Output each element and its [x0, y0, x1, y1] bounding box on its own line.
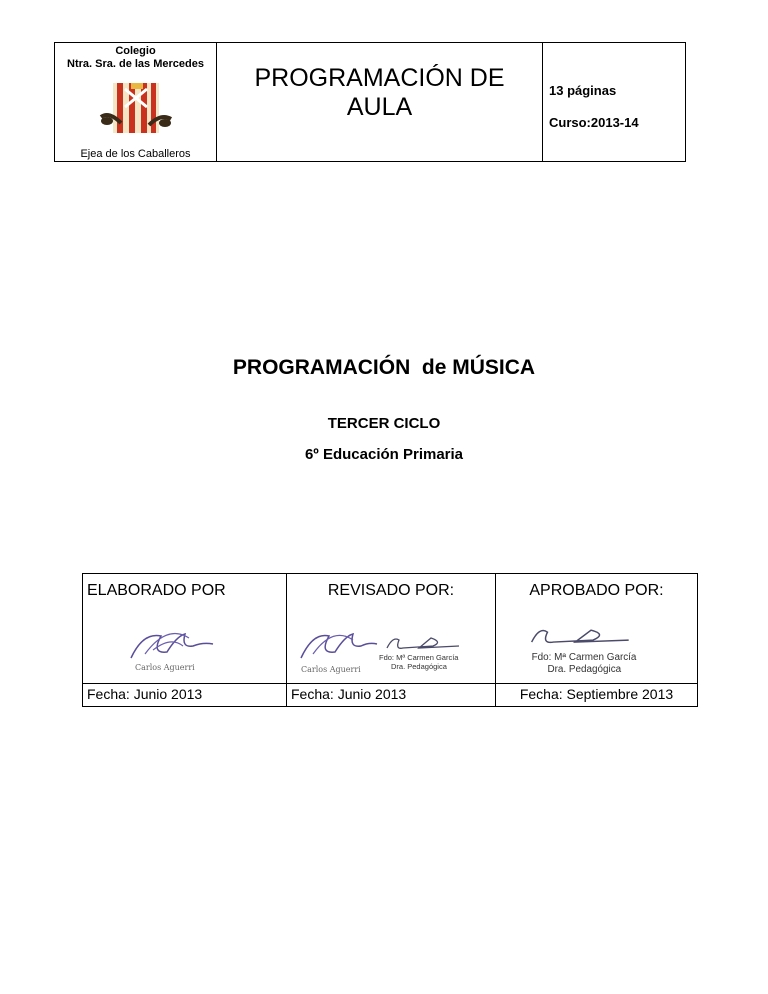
course-year: Curso:2013-14 [549, 115, 639, 130]
approved-signer-line1: Fdo: Mª Carmen García [531, 651, 637, 663]
elaborated-column [83, 574, 287, 706]
approved-signature [496, 612, 697, 686]
cycle-label: TERCER CICLO [327, 415, 441, 432]
elaborated-date: Fecha: Junio 2013 [83, 683, 286, 706]
main-title: PROGRAMACIÓN de MÚSICA [232, 356, 536, 379]
school-name [55, 45, 216, 71]
school-line2: Ntra. Sra. de las Mercedes [67, 58, 204, 70]
reviewed-label: REVISADO POR: [327, 582, 455, 599]
document-type-title: PROGRAMACIÓN DE AULA [254, 64, 505, 121]
approved-label: APROBADO POR: [529, 582, 664, 599]
approved-column [496, 574, 697, 706]
page-count: 13 páginas [549, 83, 617, 98]
reviewed-signatures [287, 612, 495, 686]
reviewed-column [287, 574, 496, 706]
elaborated-label: ELABORADO POR [87, 582, 226, 599]
approved-signer-line2: Dra. Pedagógica [547, 663, 622, 675]
elaborated-signer: Carlos Aguerri [135, 663, 195, 672]
reviewed-signer2-line2: Dra. Pedagógica [391, 662, 447, 671]
title-cell [217, 43, 543, 161]
approval-table [82, 573, 698, 707]
approved-date: Fecha: Septiembre 2013 [496, 683, 697, 706]
grade-label: 6º Educación Primaria [304, 446, 464, 463]
school-place: Ejea de los Caballeros [80, 148, 191, 160]
school-cell [55, 43, 217, 161]
reviewed-date: Fecha: Junio 2013 [287, 683, 495, 706]
school-line1: Colegio [115, 45, 156, 57]
meta-cell [543, 43, 685, 161]
reviewed-signer1: Carlos Aguerri [301, 665, 361, 674]
reviewed-signer2-line1: Fdo: Mª Carmen García [379, 653, 459, 662]
document-header [54, 42, 686, 162]
elaborated-signature [83, 612, 286, 686]
school-logo-icon [95, 77, 177, 143]
